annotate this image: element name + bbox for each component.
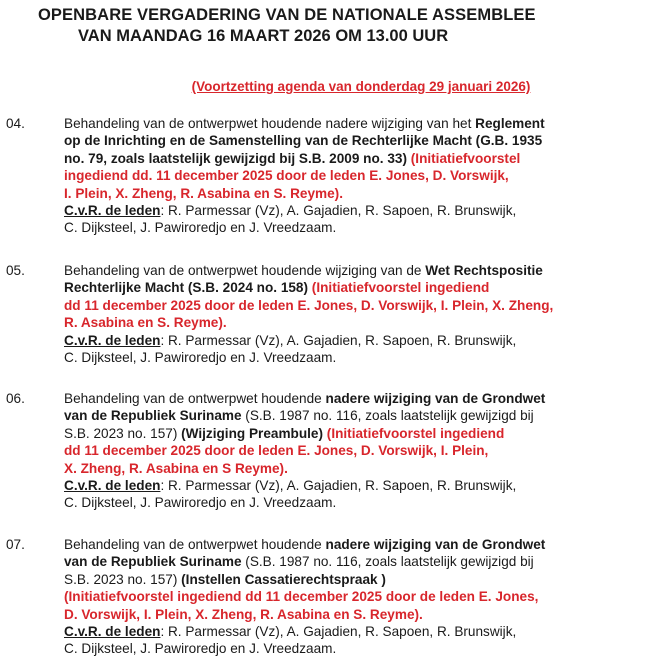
item-line <box>64 390 649 407</box>
item-line <box>64 150 649 167</box>
item-text-red: (Initiatiefvoorstel ingediend <box>308 280 490 296</box>
item-text-red: X. Zheng, R. Asabina en S Reyme). <box>64 460 288 476</box>
item-text-bold: (Instellen Cassatierechtspraak ) <box>181 571 386 587</box>
agenda-item-body <box>64 390 649 512</box>
item-line <box>64 494 649 511</box>
item-line <box>64 407 649 424</box>
item-line <box>64 332 649 349</box>
agenda-item-number: 06. <box>6 391 25 406</box>
item-text: (S.B. 1987 no. 116, zoals laatstelijk gewijzigd bij <box>241 408 534 424</box>
item-text-bold: no. 79, zoals laatstelijk gewijzigd bij S.B. 2009 no. 33) <box>64 150 407 166</box>
agenda-item-number: 07. <box>6 537 25 552</box>
item-text-bold: Rechterlijke Macht (S.B. 2024 no. 158) <box>64 280 309 296</box>
item-text-red: R. Asabina en S. Reyme). <box>64 315 227 331</box>
item-line <box>64 571 649 588</box>
item-line <box>64 623 649 640</box>
item-text: Behandeling van de ontwerpwet houdende nadere wijziging van het <box>64 116 476 131</box>
item-line <box>64 425 649 442</box>
item-text-bold: Wet Rechtspositie <box>425 263 543 278</box>
item-text-bold: nadere wijziging van de Grondwet <box>325 391 546 406</box>
item-text: C. Dijksteel, J. Pawiroredjo en J. Vreedzaam. <box>64 220 337 236</box>
item-text-red: (Initiatiefvoorstel <box>406 150 521 166</box>
item-line <box>64 314 649 331</box>
item-text: C. Dijksteel, J. Pawiroredjo en J. Vreedzaam. <box>64 641 337 657</box>
header-title: OPENBARE VERGADERING VAN DE NATIONALE ASSEMBLEE <box>38 6 536 24</box>
item-text-bold: (Wijziging Preambule) <box>181 425 324 441</box>
item-text-red: dd 11 december 2025 door de leden E. Jones, D. Vorswijk, I. Plein, <box>64 443 489 459</box>
agenda-item-body <box>64 536 649 658</box>
committee-label: C.v.R. de leden <box>64 332 161 348</box>
item-text-red: (Initiatiefvoorstel ingediend <box>323 425 505 441</box>
committee-label: C.v.R. de leden <box>64 203 161 219</box>
item-line <box>64 588 649 605</box>
item-text: S.B. 2023 no. 157) <box>64 571 182 587</box>
agenda-item-body <box>64 115 649 237</box>
item-line <box>64 115 649 132</box>
item-text-red: (Initiatiefvoorstel ingediend dd 11 december 2025 door de leden E. Jones, <box>64 589 539 605</box>
item-line <box>64 640 649 657</box>
item-text: (S.B. 1987 no. 116, zoals laatstelijk gewijzigd bij <box>241 554 534 570</box>
item-text-bold: van de Republiek Suriname <box>64 554 242 570</box>
item-text: : R. Parmessar (Vz), A. Gajadien, R. Sapoen, R. Brunswijk, <box>160 203 517 219</box>
committee-label: C.v.R. de leden <box>64 624 161 640</box>
item-line <box>64 442 649 459</box>
item-text-red: dd 11 december 2025 door de leden E. Jones, D. Vorswijk, I. Plein, X. Zheng, <box>64 297 554 313</box>
item-line <box>64 536 649 553</box>
item-line <box>64 279 649 296</box>
item-line <box>64 185 649 202</box>
continuation-note <box>0 79 652 94</box>
item-text: Behandeling van de ontwerpwet houdende <box>64 391 326 406</box>
item-text-bold: Reglement <box>475 116 545 131</box>
item-text-red: D. Vorswijk, I. Plein, X. Zheng, R. Asabina en S. Reyme). <box>64 606 423 622</box>
item-text: C. Dijksteel, J. Pawiroredjo en J. Vreedzaam. <box>64 495 337 511</box>
item-line <box>64 132 649 149</box>
item-text: Behandeling van de ontwerpwet houdende wijziging van de <box>64 263 426 278</box>
item-line <box>64 202 649 219</box>
agenda-item-number: 05. <box>6 263 25 278</box>
committee-label: C.v.R. de leden <box>64 478 161 494</box>
item-line <box>64 460 649 477</box>
item-text-red: I. Plein, X. Zheng, R. Asabina en S. Reyme). <box>64 185 343 201</box>
item-text-bold: van de Republiek Suriname <box>64 408 242 424</box>
item-text: : R. Parmessar (Vz), A. Gajadien, R. Sapoen, R. Brunswijk, <box>160 478 517 494</box>
header-date: VAN MAANDAG 16 MAART 2026 OM 13.00 UUR <box>78 27 449 45</box>
agenda-item-number: 04. <box>6 116 25 131</box>
item-text-bold: op de Inrichting en de Samenstelling van de Rechterlijke Macht (G.B. 1935 <box>64 133 543 149</box>
item-line <box>64 553 649 570</box>
item-line <box>64 477 649 494</box>
item-text-red: ingediend dd. 11 december 2025 door de leden E. Jones, D. Vorswijk, <box>64 168 509 184</box>
item-line <box>64 219 649 236</box>
item-text: : R. Parmessar (Vz), A. Gajadien, R. Sapoen, R. Brunswijk, <box>160 332 517 348</box>
item-text: C. Dijksteel, J. Pawiroredjo en J. Vreedzaam. <box>64 350 337 366</box>
item-text: Behandeling van de ontwerpwet houdende <box>64 537 326 552</box>
item-text-bold: nadere wijziging van de Grondwet <box>325 537 546 552</box>
item-line <box>64 297 649 314</box>
item-text: : R. Parmessar (Vz), A. Gajadien, R. Sapoen, R. Brunswijk, <box>160 624 517 640</box>
continuation-text: (Voortzetting agenda van donderdag 29 januari 2026) <box>191 79 531 94</box>
item-line <box>64 606 649 623</box>
item-line <box>64 262 649 279</box>
item-line <box>64 349 649 366</box>
item-line <box>64 167 649 184</box>
agenda-item-body <box>64 262 649 366</box>
item-text: S.B. 2023 no. 157) <box>64 425 182 441</box>
